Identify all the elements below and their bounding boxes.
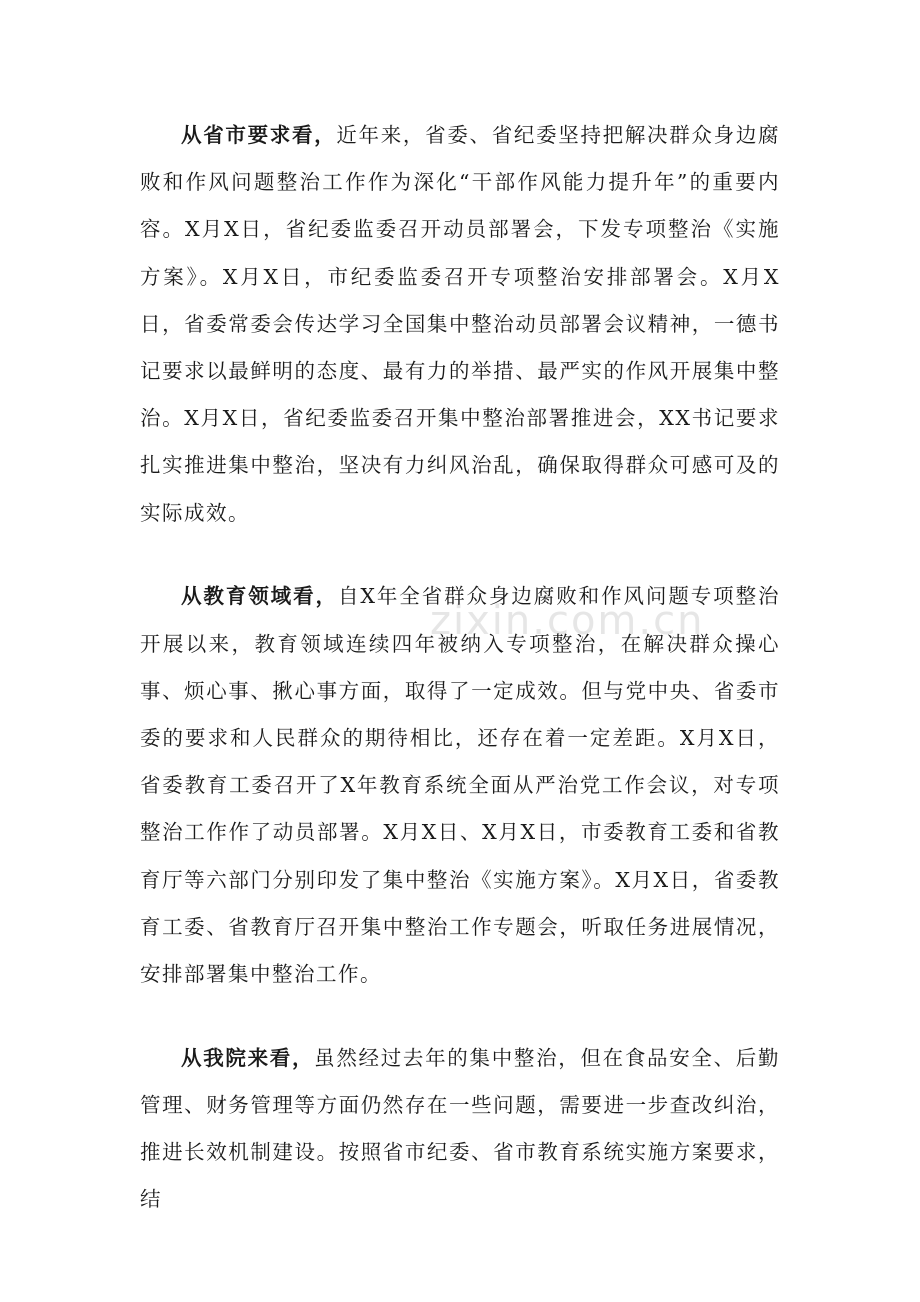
paragraph-lead: 从省市要求看， (181, 123, 337, 147)
paragraph-lead: 从我院来看， (181, 1045, 315, 1070)
paragraph-text: 近年来，省委、省纪委坚持把解决群众身边腐败和作风问题整治工作作为深化“干部作风能力提升年”的重要内容。X月X日，省纪委监委召开动员部署会，下发专项整治《实施方案》。X月X日，市纪委监委召开专项整治安排部署会。X月X日，省委常委会传达学习全国集中整治动员部署会议精神，一德书记要求以最鲜明的态度、最有力的举措、最严实的作风开展集中整治。X月X日，省纪委监委召开集中整治部署推进会，XX书记要求扎实推进集中整治，坚决有力纠风治乱，确保取得群众可感可及的实际成效。 (140, 123, 781, 525)
watermark: zixin.com.cn (430, 598, 705, 644)
paragraph-lead: 从教育领域看， (181, 584, 338, 609)
paragraph-our-institute (140, 1035, 780, 1224)
document-body (140, 112, 780, 1223)
paragraph-text: 虽然经过去年的集中整治，但在食品安全、后勤管理、财务管理等方面仍然存在一些问题，需要进一步查改纠治，推进长效机制建设。按照省市纪委、省市教育系统实施方案要求，结 (140, 1045, 781, 1212)
paragraph-text: 自X年全省群众身边腐败和作风问题专项整治开展以来，教育领域连续四年被纳入专项整治，在解决群众操心事、烦心事、揪心事方面，取得了一定成效。但与党中央、省委市委的要求和人民群众的期待相比，还存在着一定差距。X月X日，省委教育工委召开了X年教育系统全面从严治党工作会议，对专项整治工作作了动员部署。X月X日、X月X日，市委教育工委和省教育厅等六部门分别印发了集中整治《实施方案》。X月X日，省委教育工委、省教育厅召开集中整治工作专题会，听取任务进展情况，安排部署集中整治工作。 (140, 584, 781, 986)
paragraph-education-field (140, 573, 780, 998)
paragraph-provincial-requirements (140, 112, 780, 537)
